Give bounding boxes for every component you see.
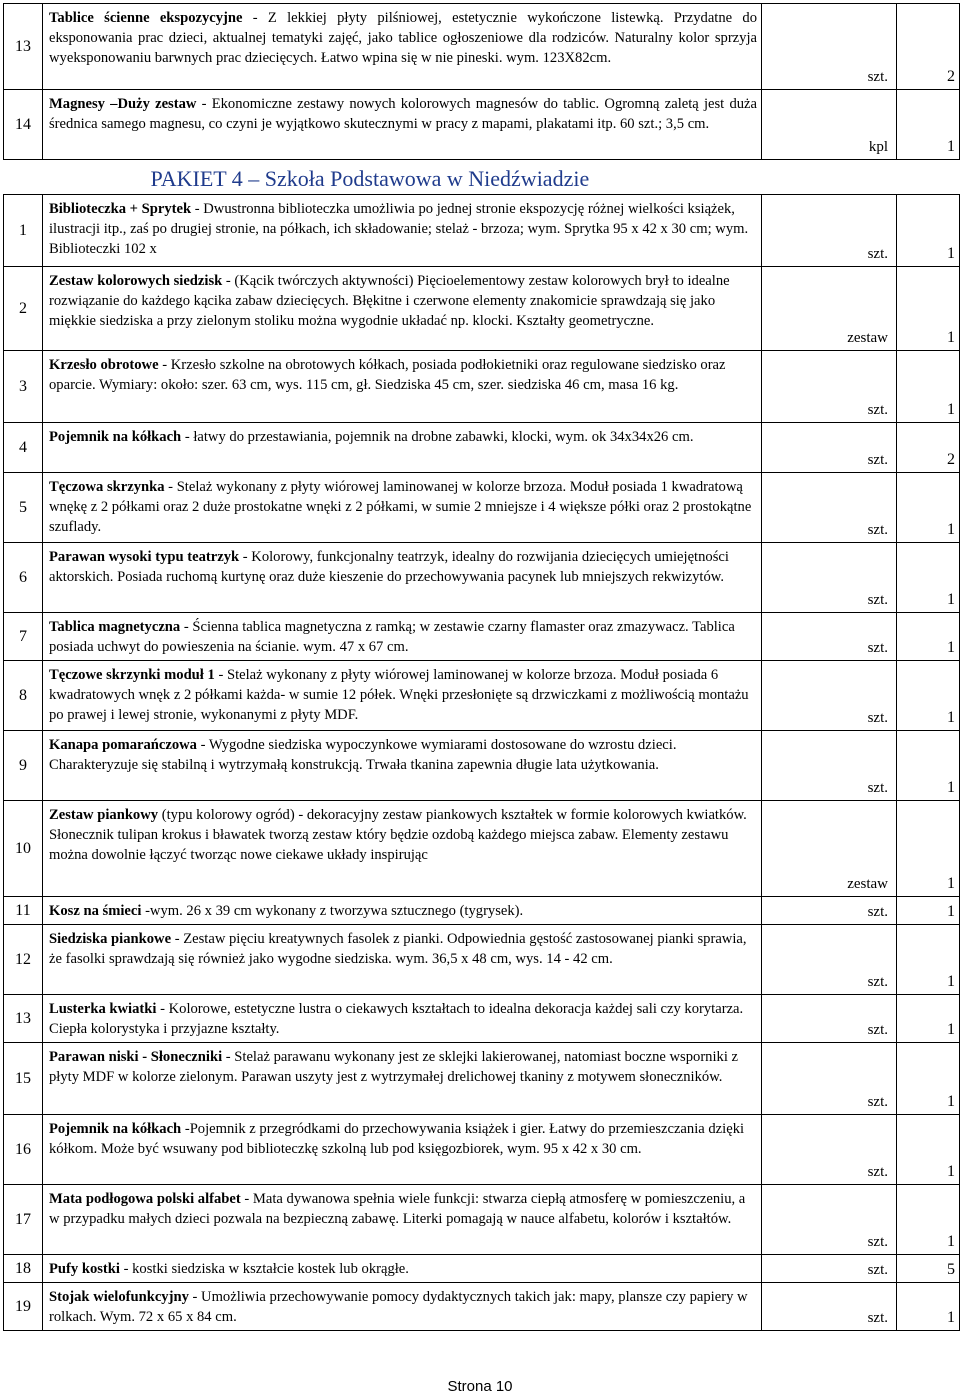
quantity-cell [897, 897, 960, 925]
quantity: 1 [947, 639, 955, 656]
unit-cell [762, 661, 897, 731]
item-description-cell [43, 897, 762, 925]
unit: szt. [867, 522, 888, 538]
item-description [43, 543, 761, 590]
item-title: Stojak wielofunkcyjny [49, 1289, 189, 1305]
quantity: 1 [947, 1233, 955, 1250]
row-number: 3 [4, 351, 43, 423]
item-description [43, 925, 761, 972]
item-description-cell [43, 731, 762, 801]
quantity-cell [897, 801, 960, 897]
item-text: (typu kolorowy ogród) - dekoracyjny zestaw piankowych kształtek w formie kolorowych kwiatków. Słonecznik tulipan krokus i bławatek tworzą zestaw który będzie ozdobą każdego miejsca zabaw. Elementy zestawu można dowolnie łączyć tworząc nowe ciekawe układy inspirując [49, 807, 747, 863]
item-description-cell [43, 195, 762, 267]
quantity-cell [897, 731, 960, 801]
items-table [3, 3, 960, 1331]
quantity: 1 [947, 779, 955, 796]
unit-cell [762, 925, 897, 995]
row-number: 4 [4, 423, 43, 473]
row-number: 15 [4, 1043, 43, 1115]
item-description [43, 731, 761, 778]
unit: szt. [867, 1094, 888, 1110]
row-number: 5 [4, 473, 43, 543]
item-description-cell [43, 351, 762, 423]
item-text: - kostki siedziska w kształcie kostek lub okrągłe. [119, 1261, 409, 1277]
row-number: 16 [4, 1115, 43, 1185]
item-text: -Pojemnik z przegródkami do przechowywania książek i gier. Łatwy do przemieszczania dzięki kółkom. Może być wsuwany pod biblioteczkę szkolną lub pod księgozbiorek, wym. 95 x 42 x 30 cm. [49, 1121, 745, 1157]
row-number: 2 [4, 267, 43, 351]
table-row [4, 351, 960, 423]
item-title: Tęczowa skrzynka [49, 479, 165, 495]
unit: szt. [867, 1262, 888, 1278]
row-number: 12 [4, 925, 43, 995]
item-title: Pojemnik na kółkach [49, 1121, 182, 1137]
table-row [4, 267, 960, 351]
item-description-cell [43, 423, 762, 473]
quantity-cell [897, 1255, 960, 1283]
item-text: - łatwy do przestawiania, pojemnik na drobne zabawki, klocki, wym. ok 34x34x26 cm. [181, 429, 694, 445]
unit-cell [762, 267, 897, 351]
item-description [43, 801, 761, 868]
quantity-cell [897, 543, 960, 613]
quantity: 1 [947, 875, 955, 892]
item-description [43, 351, 761, 398]
unit: szt. [867, 640, 888, 656]
item-description [43, 1043, 761, 1090]
item-text: - Stelaż wykonany z płyty wiórowej laminowanej w kolorze brzoza. Moduł posiada 1 kwadratową wnękę z 2 półkami oraz 2 duże prostokatne wnęki z 2 półkami, w sumie 2 mniejsze i 4 większe półki oraz 2 prostokątne szuflady. [49, 479, 752, 535]
item-description-cell [43, 4, 762, 90]
item-description-cell [43, 1283, 762, 1331]
item-description-cell [43, 473, 762, 543]
quantity-cell [897, 423, 960, 473]
item-text: - Krzesło szkolne na obrotowych kółkach, posiada podłokietniki oraz regulowane siedzisko oraz oparcie. Wymiary: około: szer. 63 cm, wys. 115 cm, gł. Siedziska 45 cm, szer. siedziska 46 cm, masa 16 kg. [49, 357, 726, 393]
item-description [43, 4, 761, 71]
quantity: 1 [947, 1093, 955, 1110]
item-description [43, 1185, 761, 1232]
item-text: - Wygodne siedziska wypoczynkowe wymiarami dostosowane do wzrostu dzieci. Charakteryzuje się stabilną i wytrzymałą konstrukcją. Trwała tkanina zapewnia długie lata użytkowania. [49, 737, 677, 773]
item-description [43, 1115, 761, 1162]
row-number: 18 [4, 1255, 43, 1283]
item-title: Kosz na śmieci [49, 903, 142, 919]
item-text: - Stelaż parawanu wykonany jest ze sklejki lakierowanej, natomiast boczne wsporniki z płyty MDF w kolorze zielonym. Parawan uszyty jest z wytrzymałej drelichowej tkaniny z motywem słoneczników. [49, 1049, 739, 1085]
quantity-cell [897, 90, 960, 160]
unit-cell [762, 1115, 897, 1185]
item-title: Pufy kostki [49, 1261, 120, 1277]
item-description [43, 90, 761, 137]
quantity: 1 [947, 1163, 955, 1180]
item-description [43, 897, 761, 924]
item-description-cell [43, 543, 762, 613]
table-row [4, 925, 960, 995]
item-text: - Umożliwia przechowywanie pomocy dydaktycznych takich jak: mapy, plansze czy papiery w rolkach. Wym. 72 x 65 x 84 cm. [49, 1289, 748, 1325]
item-title: Magnesy –Duży zestaw [49, 96, 197, 112]
unit: szt. [867, 1234, 888, 1250]
row-number: 9 [4, 731, 43, 801]
unit-cell [762, 90, 897, 160]
item-description-cell [43, 801, 762, 897]
item-description [43, 1283, 761, 1330]
unit-cell [762, 897, 897, 925]
row-number: 6 [4, 543, 43, 613]
item-title: Biblioteczka + Sprytek [49, 201, 192, 217]
item-title: Zestaw piankowy [49, 807, 159, 823]
unit: szt. [867, 246, 888, 262]
unit: szt. [867, 592, 888, 608]
row-number: 1 [4, 195, 43, 267]
quantity: 1 [947, 521, 955, 538]
item-description-cell [43, 1255, 762, 1283]
table-row [4, 423, 960, 473]
item-text: - Stelaż wykonany z płyty wiórowej laminowanej w kolorze brzoza. Moduł posiada 6 kwadratowych wnęk z 2 półkami każda- w sumie 12 półek. Wnęki przesłonięte są drzwiczkami z możliwością montażu po prawej i lewej stronie, wykonanymi z płyty MDF. [49, 667, 749, 723]
item-text: - Mata dywanowa spełnia wiele funkcji: stwarza ciepłą atmosferę w pomieszczeniu, a w przypadku małych dzieci pozwala na bezpieczną zabawę. Literki pomagają w nauce alfabetu, kolorów i kształtów. [49, 1191, 746, 1227]
table-row [4, 1115, 960, 1185]
item-text: - Kolorowe, estetyczne lustra o ciekawych kształtach to idealna dekoracja każdej sali czy korytarza. Ciepła kolorystyka i przyjazne kształty. [49, 1001, 744, 1037]
unit: szt. [867, 402, 888, 418]
item-description [43, 423, 761, 450]
item-description [43, 661, 761, 728]
unit: szt. [867, 1022, 888, 1038]
item-title: Lusterka kwiatki [49, 1001, 157, 1017]
item-title: Parawan wysoki typu teatrzyk [49, 549, 240, 565]
item-title: Kanapa pomarańczowa [49, 737, 197, 753]
unit: zestaw [847, 330, 888, 346]
table-row [4, 1043, 960, 1115]
item-title: Tęczowe skrzynki moduł 1 [49, 667, 215, 683]
item-description [43, 473, 761, 540]
unit: szt. [867, 974, 888, 990]
unit: szt. [867, 1310, 888, 1326]
table-row [4, 1255, 960, 1283]
item-title: Tablica magnetyczna [49, 619, 181, 635]
item-description-cell [43, 995, 762, 1043]
item-text: - Z lekkiej płyty pilśniowej, estetycznie wykończone listewką. Przydatne do eksponowania prac dzieci, aktualnej tematyki zajęć, jako tablice ogłoszeniowe dla rodziców. Naturalny kolor sprzyja wyeksponowaniu barwnych prac dziecięcych. Łatwo wpina się w nie pineski. wym. 123X82cm. [49, 10, 757, 66]
quantity-cell [897, 195, 960, 267]
table-row [4, 613, 960, 661]
item-description-cell [43, 613, 762, 661]
quantity-cell [897, 1115, 960, 1185]
quantity: 1 [947, 1309, 955, 1326]
item-description [43, 195, 761, 262]
quantity-cell [897, 351, 960, 423]
table-row [4, 473, 960, 543]
item-description-cell [43, 267, 762, 351]
quantity-cell [897, 1043, 960, 1115]
item-title: Tablice ścienne ekspozycyjne [49, 10, 243, 26]
package-title: PAKIET 4 – Szkoła Podstawowa w Niedźwiadzie [43, 160, 960, 195]
unit-cell [762, 801, 897, 897]
item-description-cell [43, 1043, 762, 1115]
item-description [43, 613, 761, 660]
page-footer: Strona 10 [447, 1378, 513, 1395]
table-row [4, 995, 960, 1043]
table-row [4, 90, 960, 160]
quantity: 1 [947, 401, 955, 418]
quantity: 1 [947, 973, 955, 990]
quantity-cell [897, 995, 960, 1043]
row-number: 19 [4, 1283, 43, 1331]
table-row [4, 801, 960, 897]
unit-cell [762, 423, 897, 473]
row-number: 7 [4, 613, 43, 661]
quantity: 1 [947, 1021, 955, 1038]
unit-cell [762, 351, 897, 423]
item-text: - Ścienna tablica magnetyczna z ramką; w zestawie czarny flamaster oraz zmazywacz. Tablica posiada uchwyt do powieszenia na ścianie. wym. 47 x 67 cm. [49, 619, 735, 655]
item-description-cell [43, 90, 762, 160]
row-number: 11 [4, 897, 43, 925]
row-number: 13 [4, 995, 43, 1043]
quantity-cell [897, 661, 960, 731]
unit-cell [762, 4, 897, 90]
quantity: 1 [947, 903, 955, 920]
quantity: 1 [947, 329, 955, 346]
table-row [4, 731, 960, 801]
item-text: - Ekonomiczne zestawy nowych kolorowych magnesów do tablic. Ogromną zaletą jest duża średnica samego magnesu, co czyni je wyjątkowo skutecznymi w pracy z mapami, plakatami itp. 60 szt.; 3,5 cm. [49, 96, 757, 132]
unit: szt. [867, 904, 888, 920]
quantity-cell [897, 925, 960, 995]
quantity: 5 [947, 1261, 955, 1278]
quantity-cell [897, 4, 960, 90]
unit: szt. [867, 452, 888, 468]
item-title: Mata podłogowa polski alfabet [49, 1191, 241, 1207]
item-title: Zestaw kolorowych siedzisk [49, 273, 223, 289]
table-row [4, 1283, 960, 1331]
item-description [43, 1255, 761, 1282]
row-number: 8 [4, 661, 43, 731]
quantity-cell [897, 267, 960, 351]
table-row [4, 195, 960, 267]
item-title: Krzesło obrotowe [49, 357, 159, 373]
quantity: 1 [947, 245, 955, 262]
unit-cell [762, 543, 897, 613]
table-row [4, 1185, 960, 1255]
unit-cell [762, 1185, 897, 1255]
table-row [4, 543, 960, 613]
quantity: 1 [947, 138, 955, 155]
quantity-cell [897, 1185, 960, 1255]
unit: szt. [867, 780, 888, 796]
item-description [43, 267, 761, 334]
item-description-cell [43, 925, 762, 995]
unit: kpl [868, 139, 888, 155]
item-title: Siedziska piankowe [49, 931, 172, 947]
item-text: - Zestaw pięciu kreatywnych fasolek z pianki. Odpowiednia gęstość zastosowanej pianki sprawia, że fasolki sprawdzają się również jako wygodne siedziska. wym. 36,5 x 48 cm, wys. 14 - 42 cm. [49, 931, 747, 967]
item-text: -wym. 26 x 39 cm wykonany z tworzywa sztucznego (tygrysek). [141, 903, 524, 919]
row-number: 10 [4, 801, 43, 897]
quantity: 1 [947, 709, 955, 726]
table-row [4, 897, 960, 925]
table-row [4, 661, 960, 731]
item-description-cell [43, 1185, 762, 1255]
unit-cell [762, 1043, 897, 1115]
item-title: Pojemnik na kółkach [49, 429, 182, 445]
item-description [43, 995, 761, 1042]
unit: szt. [867, 1164, 888, 1180]
package-header-row [4, 160, 960, 195]
unit-cell [762, 731, 897, 801]
quantity: 1 [947, 591, 955, 608]
item-text: - (Kącik twórczych aktywności) Pięcioelementowy zestaw kolorowych brył to idealne rozwiązanie do każdego kącika zabaw dziecięcych. Błękitne i czerwone elementy znakomicie sprawdzają się jako miękkie siedziska a przy zielonym stoliku można wygodnie układać np. klocki. Kształty geometryczne. [49, 273, 730, 329]
row-number: 13 [4, 4, 43, 90]
table-row [4, 4, 960, 90]
item-description-cell [43, 661, 762, 731]
unit-cell [762, 613, 897, 661]
item-text: - Dwustronna biblioteczka umożliwia po jednej stronie ekspozycję różnej wielkości książek, ilustracji itp., zaś po drugiej stronie, na półkach, ich składowanie; stelaż - brzoza; wym. Sprytka 95 x 42 x 30 cm; wym. Biblioteczki 102 x [49, 201, 749, 257]
unit-cell [762, 1283, 897, 1331]
unit-cell [762, 195, 897, 267]
unit-cell [762, 995, 897, 1043]
package-header-spacer [4, 160, 43, 195]
quantity: 2 [947, 451, 955, 468]
item-text: - Kolorowy, funkcjonalny teatrzyk, idealny do rozwijania dziecięcych umiejętności aktorskich. Posiada ruchomą kurtynę oraz duże kieszenie do przechowywania pacynek lub mniejszych rekwizytów. [49, 549, 729, 585]
unit: szt. [867, 69, 888, 85]
unit: zestaw [847, 876, 888, 892]
row-number: 17 [4, 1185, 43, 1255]
item-description-cell [43, 1115, 762, 1185]
row-number: 14 [4, 90, 43, 160]
unit: szt. [867, 710, 888, 726]
quantity-cell [897, 473, 960, 543]
item-title: Parawan niski - Słoneczniki [49, 1049, 223, 1065]
quantity-cell [897, 1283, 960, 1331]
quantity-cell [897, 613, 960, 661]
unit-cell [762, 473, 897, 543]
quantity: 2 [947, 68, 955, 85]
unit-cell [762, 1255, 897, 1283]
